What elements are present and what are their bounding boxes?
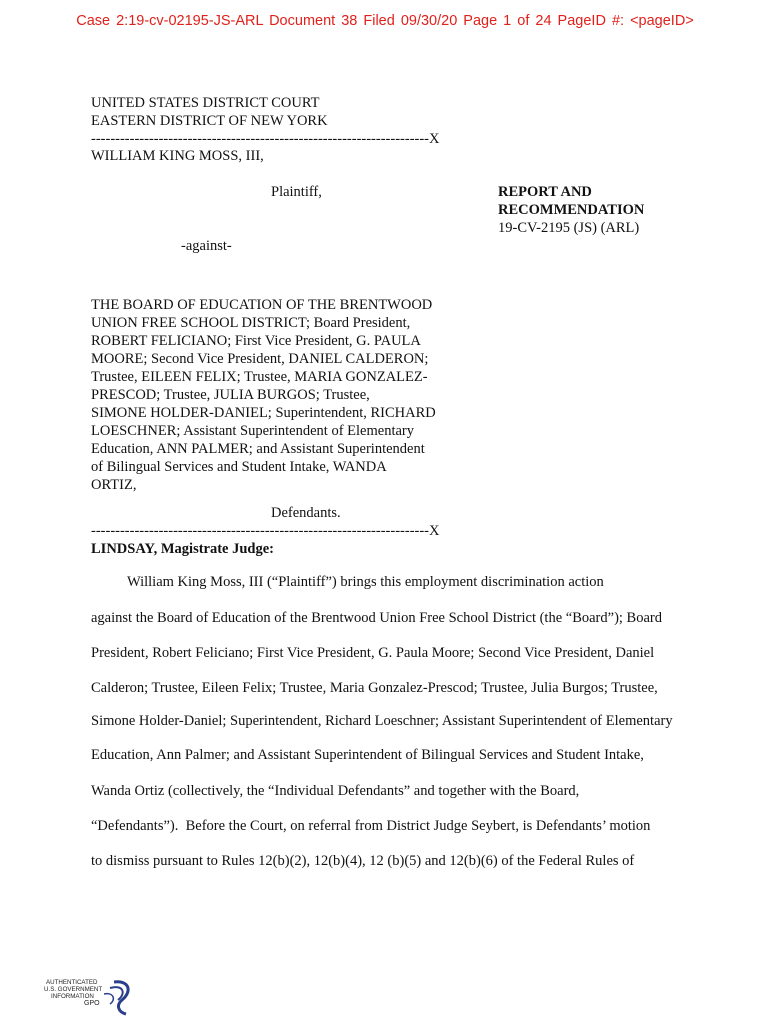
defendants-line: ROBERT FELICIANO; First Vice President, G. PAULA [91,333,421,349]
defendants-line: PRESCOD; Trustee, JULIA BURGOS; Trustee, [91,387,370,403]
seal-line4: GPO [84,1000,100,1007]
body-line: William King Moss, III (“Plaintiff”) brings this employment discrimination action [91,574,604,590]
defendants-line: Education, ANN PALMER; and Assistant Superintendent [91,441,425,457]
body-line: President, Robert Feliciano; First Vice President, G. Paula Moore; Second Vice President, Daniel [91,645,655,661]
body-line: Education, Ann Palmer; and Assistant Superintendent of Bilingual Services and Student Intake, [91,747,644,763]
court-district: EASTERN DISTRICT OF NEW YORK [91,113,328,129]
seal-line2: U.S. GOVERNMENT [44,986,103,993]
body-line: Wanda Ortiz (collectively, the “Individual Defendants” and together with the Board, [91,783,580,799]
body-line: to dismiss pursuant to Rules 12(b)(2), 12(b)(4), 12 (b)(5) and 12(b)(6) of the Federal Rules of [91,853,635,869]
defendants-label: Defendants. [271,505,341,521]
gpo-authentication-seal-icon [44,974,134,1018]
seal-line1: AUTHENTICATED [46,979,98,986]
court-name: UNITED STATES DISTRICT COURT [91,95,320,111]
plaintiff-name: WILLIAM KING MOSS, III, [91,148,264,164]
body-line: Simone Holder-Daniel; Superintendent, Richard Loeschner; Assistant Superintendent of Elementary [91,713,673,729]
case-header: Case 2:19-cv-02195-JS-ARL Document 38 Filed 09/30/20 Page 1 of 24 PageID #: <pageID> [76,13,694,29]
defendants-line: Trustee, EILEEN FELIX; Trustee, MARIA GONZALEZ- [91,369,428,385]
defendants-line: LOESCHNER; Assistant Superintendent of Elementary [91,423,414,439]
defendants-line: UNION FREE SCHOOL DISTRICT; Board President, [91,315,411,331]
defendants-line: ORTIZ, [91,477,137,493]
plaintiff-label: Plaintiff, [271,184,322,200]
doc-title-line2: RECOMMENDATION [498,202,645,218]
caption-rule-bottom: ----------------------------------------------------------------------X [91,523,440,539]
seal-line3: INFORMATION [51,993,94,1000]
judge-heading: LINDSAY, Magistrate Judge: [91,541,275,557]
defendants-line: SIMONE HOLDER-DANIEL; Superintendent, RICHARD [91,405,436,421]
case-number: 19-CV-2195 (JS) (ARL) [498,220,640,236]
body-line: Calderon; Trustee, Eileen Felix; Trustee, Maria Gonzalez-Prescod; Trustee, Julia Burgos; Trustee, [91,680,658,696]
doc-title-line1: REPORT AND [498,184,592,200]
defendants-caption [91,296,471,494]
caption-rule-top: ----------------------------------------------------------------------X [91,131,440,147]
against-label: -against- [181,238,232,254]
defendants-line: of Bilingual Services and Student Intake, WANDA [91,459,387,475]
body-line: against the Board of Education of the Brentwood Union Free School District (the “Board”); Board [91,610,662,626]
defendants-line: MOORE; Second Vice President, DANIEL CALDERON; [91,351,429,367]
defendants-line: THE BOARD OF EDUCATION OF THE BRENTWOOD [91,297,433,313]
body-line: “Defendants”). Before the Court, on referral from District Judge Seybert, is Defendants’ motion [91,818,651,834]
